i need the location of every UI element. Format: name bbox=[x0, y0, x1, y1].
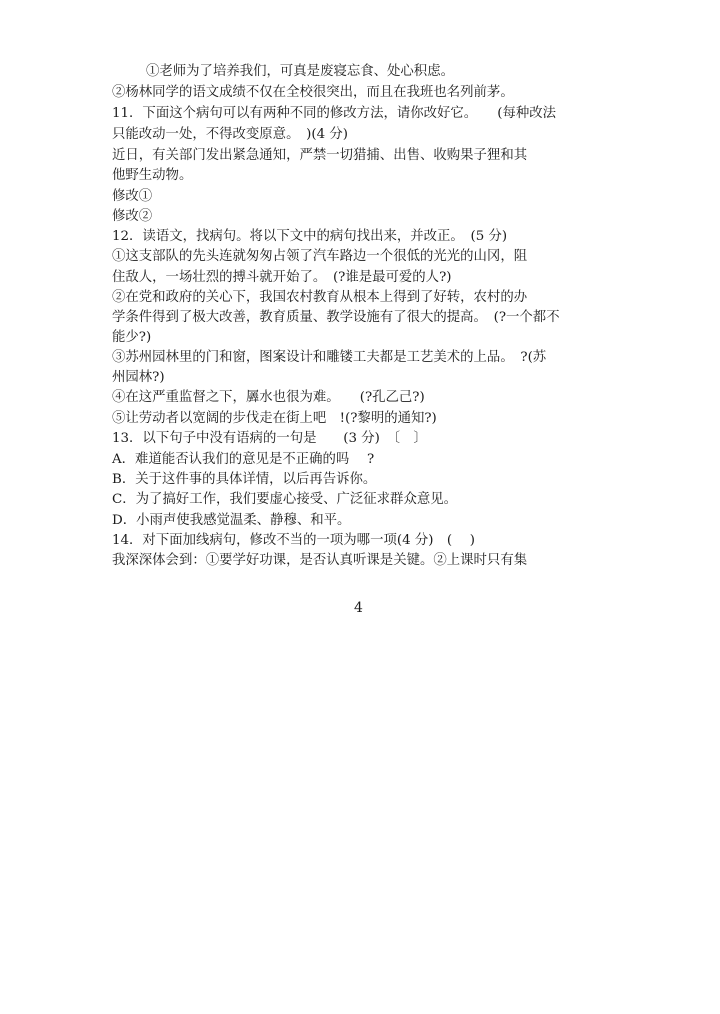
text-line: 他野生动物。 bbox=[112, 168, 193, 183]
text-line: 只能改动一处，不得改变原意。 )(4 分) bbox=[112, 127, 348, 142]
text-line: 修改② bbox=[112, 209, 153, 224]
text-line: A．难道能否认我们的意见是不正确的吗 ? bbox=[112, 452, 375, 467]
page-number: 4 bbox=[354, 600, 363, 616]
text-line: ③苏州园林里的门和窗，图案设计和雕镂工夫都是工艺美术的上品。 ?(苏 bbox=[112, 350, 547, 365]
text-line: 14．对下面加线病句，修改不当的一项为哪一项(4 分) ( ) bbox=[112, 533, 475, 548]
text-line: ⑤让劳动者以宽阔的步伐走在街上吧 !(?黎明的通知?) bbox=[112, 411, 437, 426]
text-line: 11．下面这个病句可以有两种不同的修改方法，请你改好它。 (每种改法 bbox=[112, 106, 557, 121]
text-line: D．小雨声使我感觉温柔、静穆、和平。 bbox=[112, 513, 351, 528]
text-line: C．为了搞好工作，我们要虚心接受、广泛征求群众意见。 bbox=[112, 492, 458, 507]
text-line: 修改① bbox=[112, 189, 153, 204]
text-line: 能少?) bbox=[112, 330, 152, 345]
text-line: 我深深体会到：①要学好功课，是否认真听课是关键。②上课时只有集 bbox=[112, 553, 528, 568]
text-line: ④在这严重监督之下，羼水也很为难。 (?孔乙己?) bbox=[112, 390, 425, 405]
text-line: 近日，有关部门发出紧急通知，严禁一切猎捕、出售、收购果子狸和其 bbox=[112, 148, 528, 163]
text-line: 州园林?) bbox=[112, 370, 165, 385]
text-line: 13．以下句子中没有语病的一句是 (3 分) 〔 〕 bbox=[112, 431, 427, 446]
text-line: ②杨林同学的语文成绩不仅在全校很突出，而且在我班也名列前茅。 bbox=[112, 85, 514, 100]
text-line: 学条件得到了极大改善，教育质量、教学设施有了很大的提高。 (?一个都不 bbox=[112, 310, 560, 325]
text-line: ②在党和政府的关心下，我国农村教育从根本上得到了好转，农村的办 bbox=[112, 290, 528, 305]
text-line: 住敌人，一场壮烈的搏斗就开始了。 (?谁是最可爱的人?) bbox=[112, 270, 452, 285]
text-line: ①老师为了培养我们，可真是废寝忘食、处心积虑。 bbox=[146, 64, 454, 79]
text-line: B．关于这件事的具体详情，以后再告诉你。 bbox=[112, 472, 377, 487]
text-line: ①这支部队的先头连就匆匆占领了汽车路边一个很低的光光的山冈，阻 bbox=[112, 249, 528, 264]
text-line: 12．读语文，找病句。将以下文中的病句找出来，并改正。 (5 分) bbox=[112, 229, 508, 244]
